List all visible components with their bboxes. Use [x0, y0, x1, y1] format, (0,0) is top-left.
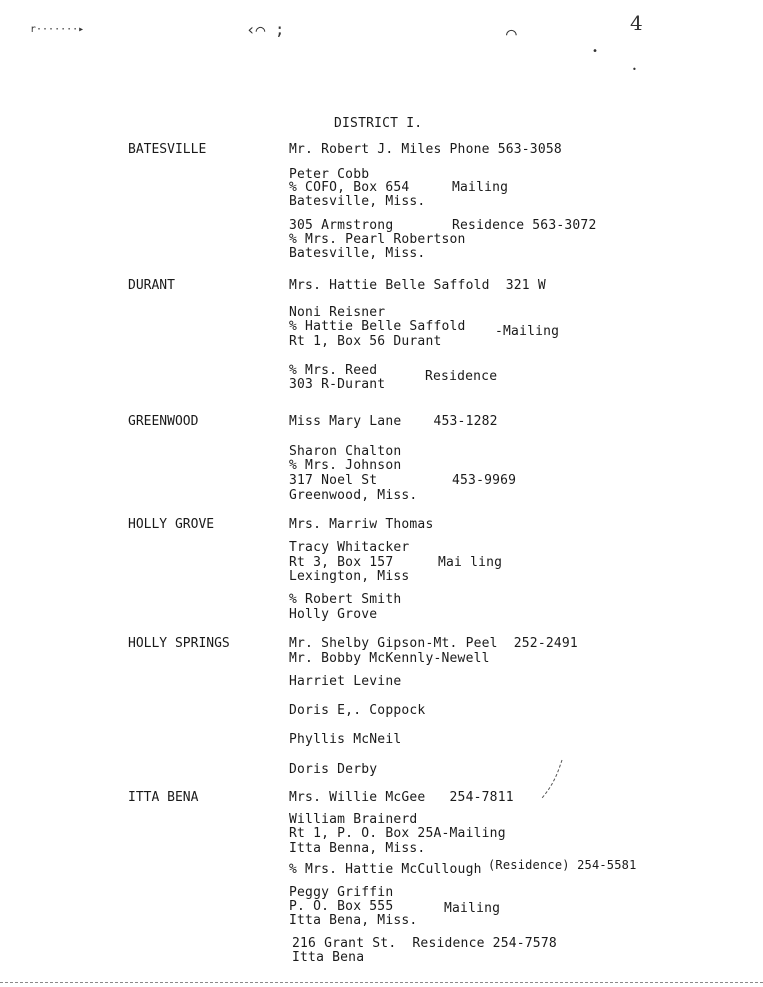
- batesville-residence-city: Batesville, Miss.: [289, 246, 426, 261]
- holly-grove-care: % Robert Smith: [289, 592, 402, 607]
- city-holly-springs: HOLLY SPRINGS: [128, 636, 230, 651]
- durant-mailing-route: Rt 1, Box 56 Durant: [289, 334, 442, 349]
- durant-contact: Mrs. Hattie Belle Saffold 321 W: [289, 278, 546, 293]
- batesville-mailing-note: Mailing: [452, 180, 509, 195]
- holly-springs-name-2: Doris E,. Coppock: [289, 703, 426, 718]
- itta-bena-residence-care: % Mrs. Hattie McCullough: [289, 862, 482, 877]
- city-holly-grove: HOLLY GROVE: [128, 517, 215, 532]
- holly-springs-name-3: Phyllis McNeil: [289, 732, 402, 747]
- page-number: 4: [630, 11, 643, 35]
- itta-bena-residence-note: (Residence) 254-5581: [488, 858, 637, 872]
- city-batesville: BATESVILLE: [128, 142, 207, 157]
- batesville-mailing-care: % COFO, Box 654: [289, 180, 410, 195]
- batesville-residence-street: 305 Armstrong: [289, 218, 394, 233]
- city-durant: DURANT: [128, 278, 175, 293]
- durant-mailing-care: % Hattie Belle Saffold: [289, 319, 466, 334]
- batesville-contact: Mr. Robert J. Miles Phone 563-3058: [289, 142, 562, 157]
- durant-residence-street: 303 R-Durant: [289, 377, 386, 392]
- holly-grove-mailing-note: Mai ling: [438, 555, 503, 570]
- itta-bena-mailing-route: Rt 1, P. O. Box 25A-Mailing: [289, 826, 506, 841]
- city-greenwood: GREENWOOD: [128, 414, 199, 429]
- greenwood-mailing-name: Sharon Chalton: [289, 444, 402, 459]
- batesville-mailing-city: Batesville, Miss.: [289, 194, 426, 209]
- city-itta-bena: ITTA BENA: [128, 790, 199, 805]
- itta-bena-mailing2-city: Itta Bena, Miss.: [289, 913, 418, 928]
- holly-grove-mailing-name: Tracy Whitacker: [289, 540, 410, 555]
- greenwood-mailing-care: % Mrs. Johnson: [289, 458, 402, 473]
- greenwood-mailing-phone: 453-9969: [452, 473, 517, 488]
- holly-springs-name-4: Doris Derby: [289, 762, 378, 777]
- greenwood-mailing-street: 317 Noel St: [289, 473, 378, 488]
- itta-bena-contact: Mrs. Willie McGee 254-7811: [289, 790, 514, 805]
- scan-dot-2: •: [632, 65, 637, 74]
- handwritten-stroke: [536, 758, 566, 803]
- holly-springs-contact-2: Mr. Bobby McKennly-Newell: [289, 651, 490, 666]
- holly-grove-town: Holly Grove: [289, 607, 378, 622]
- durant-residence-note: Residence: [425, 369, 498, 384]
- batesville-residence-care: % Mrs. Pearl Robertson: [289, 232, 466, 247]
- itta-bena-residence2-street: 216 Grant St. Residence 254-7578: [292, 936, 557, 951]
- batesville-residence-note: Residence 563-3072: [452, 218, 597, 233]
- itta-bena-mailing-city: Itta Benna, Miss.: [289, 841, 426, 856]
- page-title: DISTRICT I.: [334, 116, 423, 131]
- batesville-mailing-name: Peter Cobb: [289, 167, 370, 182]
- greenwood-mailing-city: Greenwood, Miss.: [289, 488, 418, 503]
- holly-grove-mailing-city: Lexington, Miss: [289, 569, 410, 584]
- greenwood-contact: Miss Mary Lane 453-1282: [289, 414, 498, 429]
- scan-mark-center: ‹⌒ ;: [246, 20, 285, 39]
- holly-grove-contact: Mrs. Marriw Thomas: [289, 517, 434, 532]
- itta-bena-mailing2-name: Peggy Griffin: [289, 885, 394, 900]
- itta-bena-mailing2-box: P. O. Box 555: [289, 899, 394, 914]
- scan-dot-1: •: [592, 46, 599, 57]
- holly-springs-name-1: Harriet Levine: [289, 674, 402, 689]
- holly-grove-mailing-route: Rt 3, Box 157: [289, 555, 394, 570]
- scan-bottom-edge: [0, 982, 763, 983]
- scan-mark-left: r·······▸: [30, 24, 85, 35]
- holly-springs-contact-1: Mr. Shelby Gipson-Mt. Peel 252-2491: [289, 636, 578, 651]
- durant-mailing-note: -Mailing: [495, 324, 560, 339]
- durant-mailing-name: Noni Reisner: [289, 305, 386, 320]
- itta-bena-residence2-town: Itta Bena: [292, 950, 365, 965]
- itta-bena-mailing-name: William Brainerd: [289, 812, 418, 827]
- itta-bena-mailing2-note: Mailing: [444, 901, 501, 916]
- scan-mark-right: ⌒: [506, 23, 517, 44]
- durant-residence-care: % Mrs. Reed: [289, 363, 378, 378]
